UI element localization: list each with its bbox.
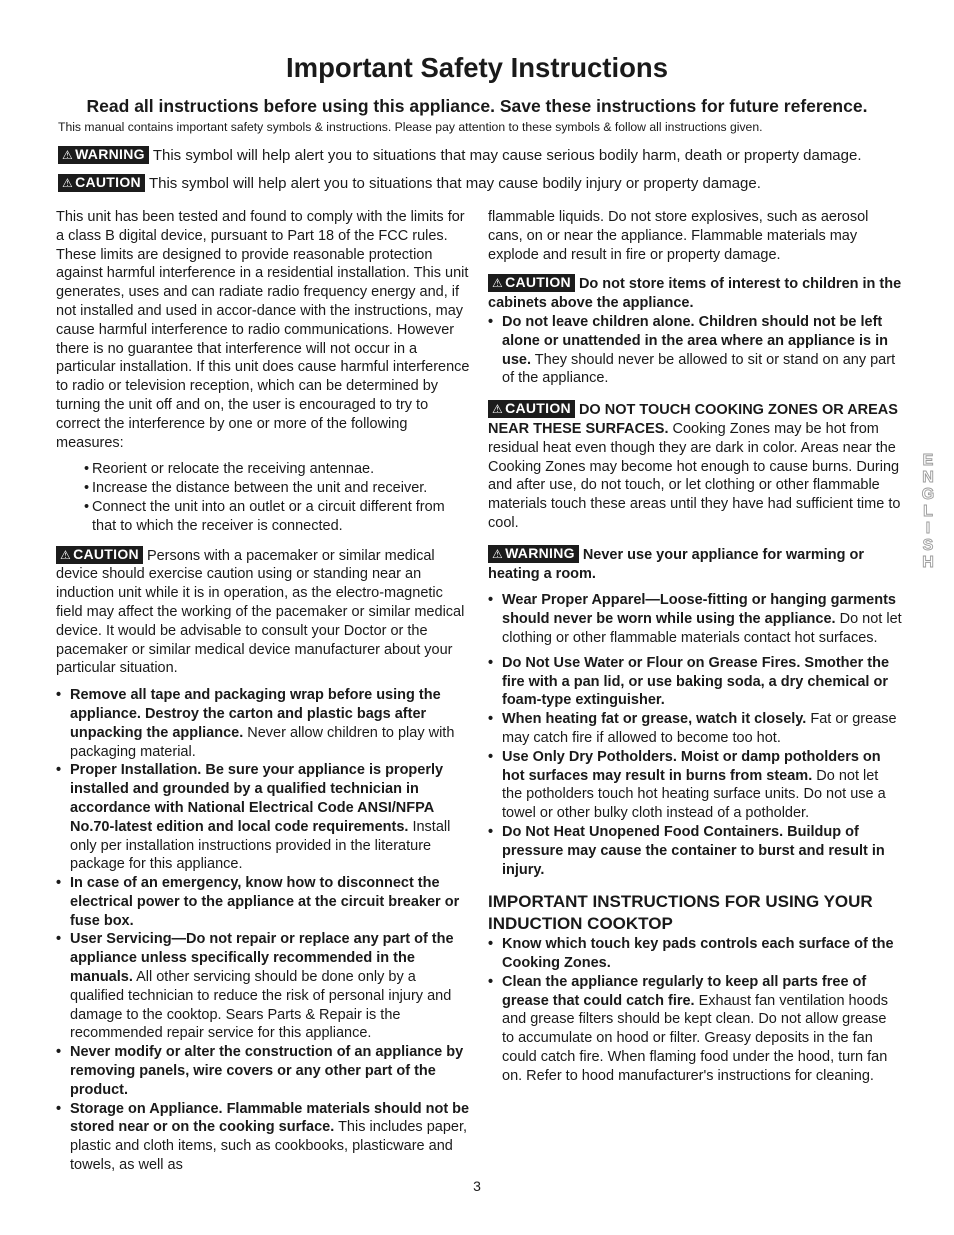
page-title: Important Safety Instructions	[286, 52, 668, 83]
caution-symbol-text: This symbol will help alert you to situations that may cause bodily injury or property damage.	[148, 175, 761, 192]
left-safety-list	[56, 686, 470, 1175]
side-tab-letter: G	[921, 486, 935, 503]
list-item: • Use Only Dry Potholders. Moist or damp potholders on hot surfaces may result in burns from steam. Do not let the potholders touch hot heating surface units. Do not use a towel or other bulky cloth instead of a potholder.	[488, 748, 902, 823]
warning-badge: ⚠ WARNING	[58, 146, 149, 164]
list-item: • Remove all tape and packaging wrap before using the appliance. Destroy the carton and plastic bags after unpacking the appliance. Never allow children to play with packaging material.	[56, 686, 470, 761]
children-caution: ⚠ CAUTION Do not store items of interest to children in the cabinets above the appliance.	[488, 274, 902, 312]
induction-section-heading: IMPORTANT INSTRUCTIONS FOR USING YOUR INDUCTION COOKTOP	[488, 892, 873, 934]
list-item: • Storage on Appliance. Flammable materials should not be stored near or on the cooking surface. This includes paper, plastic and cloth items, such as cookbooks, plasticware and towels, as well as	[56, 1100, 470, 1175]
side-tab-letter: S	[922, 537, 934, 554]
children-list	[488, 313, 902, 388]
list-item: • Proper Installation. Be sure your appliance is properly installed and grounded by a qualified technician in accordance with National Electrical Code ANSI/NFPA No.70-latest edition and local code requirements. Install only per installation instructions provided in the literature package for this appliance.	[56, 761, 470, 874]
list-item: • When heating fat or grease, watch it closely. Fat or grease may catch fire if allowed to become too hot.	[488, 710, 902, 748]
intro-text: This manual contains important safety symbols & instructions. Please pay attention to these symbols & follow all instructions given.	[58, 120, 763, 134]
warning-triangle-icon: ⚠	[62, 148, 74, 162]
right-column	[488, 208, 902, 1086]
side-tab-letter: L	[923, 503, 933, 520]
list-item: • Know which touch key pads controls each surface of the Cooking Zones.	[488, 935, 902, 973]
left-column	[56, 208, 470, 1175]
caution-badge: ⚠ CAUTION	[58, 174, 145, 192]
list-item: • Do Not Use Water or Flour on Grease Fires. Smother the fire with a pan lid, or use baking soda, a dry chemical or foam-type extinguisher.	[488, 654, 902, 710]
side-tab-letter: N	[922, 469, 934, 486]
apparel-list	[488, 591, 902, 647]
page-number: 3	[473, 1178, 481, 1194]
list-item: • Do Not Heat Unopened Food Containers. Buildup of pressure may cause the container to burst and result in injury.	[488, 823, 902, 879]
caution-triangle-icon: ⚠	[492, 402, 504, 417]
list-item: • Do not leave children alone. Children should not be left alone or unattended in the area where an appliance is in use. They should never be allowed to sit or stand on any part of the appliance.	[488, 313, 902, 388]
fcc-paragraph: This unit has been tested and found to comply with the limits for a class B digital device, pursuant to Part 18 of the FCC rules. These limits are designed to provide reasonable protection against harmful interference in a residential installation. This unit generates, uses and can radiate radio frequency energy and, if not installed and used in accor-dance with the instructions, may cause harmful interference to radio communications. However there is no guarantee that interference will not occur in a particular installation. If this unit does cause harmful interference to radio or television reception, which can be determined by turning the unit off and on, the user is encouraged to try to correct the interference by one or more of the following measures:	[56, 209, 470, 451]
caution-triangle-icon: ⚠	[60, 547, 72, 562]
list-item: • Connect the unit into an outlet or a circuit different from that to which the receiver is connected.	[84, 498, 470, 536]
caution-badge: ⚠ CAUTION	[488, 274, 575, 292]
side-tab-letter: I	[925, 520, 931, 537]
list-item: • In case of an emergency, know how to disconnect the electrical power to the appliance at the circuit breaker or fuse box.	[56, 874, 470, 930]
warning-badge: ⚠ WARNING	[488, 545, 579, 563]
caution-triangle-icon: ⚠	[492, 276, 504, 291]
warning-triangle-icon: ⚠	[492, 546, 504, 561]
cooking-zones-caution: ⚠ CAUTION DO NOT TOUCH COOKING ZONES OR AREAS NEAR THESE SURFACES. Cooking Zones may be hot from residual heat even though they are dark in color. Areas near the Cooking Zones may become hot enough to cause burns. During and after use, do not touch, or let clothing or other flammable materials touch these areas until they have had sufficient time to cool.	[488, 400, 901, 531]
page-subheading: Read all instructions before using this appliance. Save these instructions for future reference.	[86, 96, 868, 116]
list-item: • Reorient or relocate the receiving antennae.	[84, 460, 470, 479]
caution-badge: ⚠ CAUTION	[56, 546, 143, 564]
heating-warning: ⚠ WARNING Never use your appliance for warming or heating a room.	[488, 544, 865, 582]
induction-list	[488, 935, 902, 1085]
side-tab-letter: H	[922, 554, 934, 571]
list-item: • User Servicing—Do not repair or replace any part of the appliance unless specifically recommended in the manuals. All other servicing should be done only by a qualified technician to reduce the risk of personal injury and damage to the cooktop. Sears Parts & Repair is the recommended repair service for this appliance.	[56, 930, 470, 1043]
list-item: • Wear Proper Apparel—Loose-fitting or hanging garments should never be worn while using the appliance. Do not let clothing or other flammable materials contact hot surfaces.	[488, 591, 902, 647]
caution-badge: ⚠ CAUTION	[488, 400, 575, 418]
warning-symbol-row	[58, 146, 862, 164]
warning-symbol-text: This symbol will help alert you to situations that may cause serious bodily harm, death or property damage.	[152, 147, 862, 164]
list-item: • Never modify or alter the construction of an appliance by removing panels, wire covers or any other part of the product.	[56, 1043, 470, 1099]
interference-measures-list	[56, 460, 470, 535]
list-item: • Clean the appliance regularly to keep all parts free of grease that could catch fire. Exhaust fan ventilation hoods and grease filters should be kept clean. Do not allow grease to accumulate on hood or filter. Greasy deposits in the fan could catch fire. When flaming food under the hood, turn fan on. Refer to hood manufacturer's instructions for cleaning.	[488, 973, 902, 1086]
side-tab-letter: E	[922, 452, 934, 469]
right-safety-list	[488, 654, 902, 880]
caution-symbol-row	[58, 174, 761, 192]
list-item: • Increase the distance between the unit and receiver.	[84, 479, 470, 498]
pacemaker-caution: ⚠ CAUTION Persons with a pacemaker or similar medical device should exercise caution using or standing near an induction unit while it is in operation, as the electro-magnetic field may affect the working of the pacemaker or similar medical device. It would be advisable to consult your Doctor or the pacemaker or similar medical device manufacturer about your particular situation.	[56, 545, 465, 677]
language-side-tab	[918, 452, 938, 571]
caution-triangle-icon: ⚠	[62, 176, 74, 190]
storage-continued: flammable liquids. Do not store explosives, such as aerosol cans, on or near the appliance. Flammable materials may explode and result in fire or property damage.	[488, 209, 869, 263]
